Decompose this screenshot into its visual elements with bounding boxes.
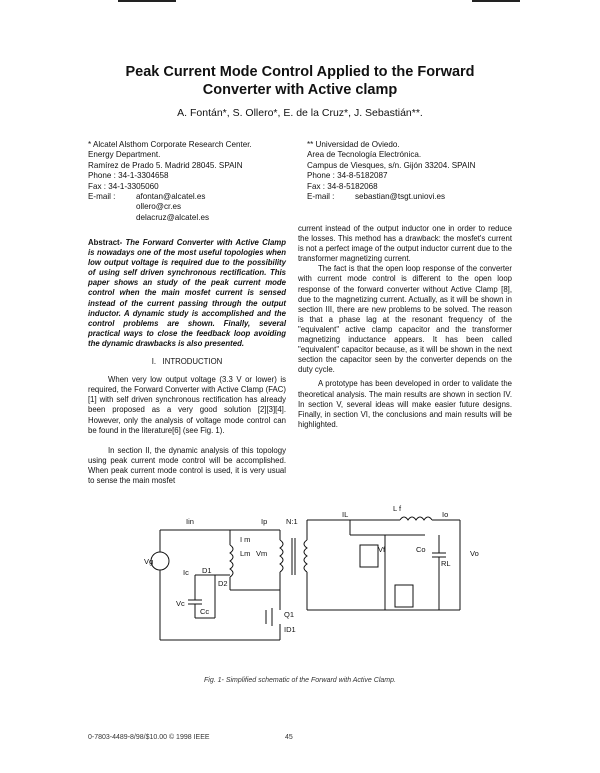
label-n1: N:1 <box>286 517 298 526</box>
label-q1: Q1 <box>284 610 295 619</box>
aff-right-line3: Campus de Viesques, s/n. Gijón 33204. SPAIN <box>307 160 476 170</box>
label-cc: Cc <box>200 607 210 616</box>
aff-left-fax: Fax : 34-1-3305060 <box>88 181 159 191</box>
label-d1: D1 <box>202 566 212 575</box>
section-number: I. <box>151 357 157 367</box>
rectifier-box-top <box>360 545 378 567</box>
aff-left-email-2[interactable]: ollero@cr.es <box>136 202 182 212</box>
label-vm: Vm <box>256 549 268 558</box>
label-io: Io <box>442 510 449 519</box>
label-ic: Ic <box>183 568 189 577</box>
authors: A. Fontán*, S. Ollero*, E. de la Cruz*, J. Sebastián**. <box>177 107 423 119</box>
right-paragraph-3: A prototype has been developed in order to validate the theoretical analysis. The main results are shown in section IV. In section V, several ideas will make easier future designs. Finally, in section VI, the conclusions and main results will be highlighted. <box>298 379 512 429</box>
title-line-2: Converter with Active clamp <box>202 82 398 98</box>
label-vo: Vo <box>470 549 479 558</box>
label-rl: RL <box>441 559 451 568</box>
label-d2: D2 <box>218 579 228 588</box>
aff-left-line3: Ramírez de Prado 5. Madrid 28045. SPAIN <box>88 160 243 170</box>
label-ip: Ip <box>261 517 268 526</box>
footer-copyright: 0-7803-4489-8/98/$10.00 © 1998 IEEE <box>88 734 210 741</box>
section-title: INTRODUCTION <box>162 357 223 367</box>
figure-caption: Fig. 1- Simplified schematic of the Forward with Active Clamp. <box>204 677 396 684</box>
label-co: Co <box>416 545 426 554</box>
aff-right-fax: Fax : 34-8-5182068 <box>307 181 378 191</box>
label-im: I m <box>240 535 251 544</box>
label-il: IL <box>342 510 349 519</box>
right-paragraph-2: The fact is that the open loop response of the converter with current mode control is different to the open loop response of the forward converter without Active Clamp [8], due to the magnetizing current. Actually, as it will be shown in section III, there are new problems to be solved. The reason is that a phase lag at the resonant frequency of the "equivalent" active clamp capacitor and the transformer magnetizing inductance appears. It has been called "equivalent" capacitor because, as it will be shown in the next section the capacitor seen by the converter depends on the duty cycle. <box>298 264 512 375</box>
aff-left-email-1[interactable]: afontan@alcatel.es <box>136 192 206 202</box>
aff-left-email-label: E-mail : <box>88 192 116 202</box>
aff-left-line1: * Alcatel Alsthom Corporate Research Center. <box>88 140 252 149</box>
label-vg: Vg <box>144 557 154 566</box>
primary-winding <box>280 540 283 572</box>
secondary-winding <box>304 540 307 572</box>
label-vf: Vf <box>378 545 386 554</box>
intro-paragraph-2: In section II, the dynamic analysis of this topology using peak current mode control will be accomplished. When peak current mode control is used, it is very usual to sense the main mosfet <box>88 445 286 485</box>
rectifier-box-bottom <box>395 585 413 607</box>
label-iin: Iin <box>186 517 194 526</box>
footer-page-number: 45 <box>285 734 293 741</box>
aff-right-line2: Area de Tecnología Electrónica. <box>307 150 422 160</box>
title-line-1: Peak Current Mode Control Applied to the Forward <box>125 64 475 80</box>
label-lm: Lm <box>240 549 251 558</box>
abstract-text: The Forward Converter with Active Clamp is nowadays one of the most useful topologies when low output voltage is required due to the possibility of using self driven synchronous rectification. This paper shows an study of the peak current mode control when the main mosfet current is sensed instead of the current passing through the output inductor. A dynamic study is accomplished and the control problems are shown. Finally, several practical ways to close the feedback loop avoiding the dynamic drawbacks is also presented. <box>88 238 286 348</box>
label-lf: L f <box>393 504 402 513</box>
input-source <box>151 552 169 570</box>
aff-left-line2: Energy Department. <box>88 150 161 160</box>
aff-right-email-1[interactable]: sebastian@tsgt.uniovi.es <box>355 192 446 202</box>
aff-right-phone: Phone : 34-8-5182087 <box>307 171 388 181</box>
aff-left-phone: Phone : 34-1-3304658 <box>88 171 169 181</box>
intro-paragraph-1: When very low output voltage (3.3 V or lower) is required, the Forward Converter with Active Clamp (FAC) [1] with self driven synchronous rectification has already been proposed as a very good solution [2][3][4]. However, only the analysis of voltage mode control can be found in the literature[6] (see Fig. 1). <box>88 375 286 435</box>
abstract-label: Abstract- <box>88 238 123 247</box>
right-paragraph-1: current instead of the output inductor one in order to reduce the losses. This method has a drawback: the mosfet's current is not a perfect image of the output inductor current due to the transformer magnetizing current. <box>298 224 512 264</box>
output-inductor <box>400 517 432 520</box>
lm-inductor <box>230 545 233 577</box>
label-id1: ID1 <box>284 625 296 634</box>
label-vc: Vc <box>176 599 185 608</box>
aff-right-email-label: E-mail : <box>307 192 335 202</box>
aff-right-line1: ** Universidad de Oviedo. <box>307 140 400 149</box>
aff-left-email-3[interactable]: delacruz@alcatel.es <box>136 212 210 222</box>
